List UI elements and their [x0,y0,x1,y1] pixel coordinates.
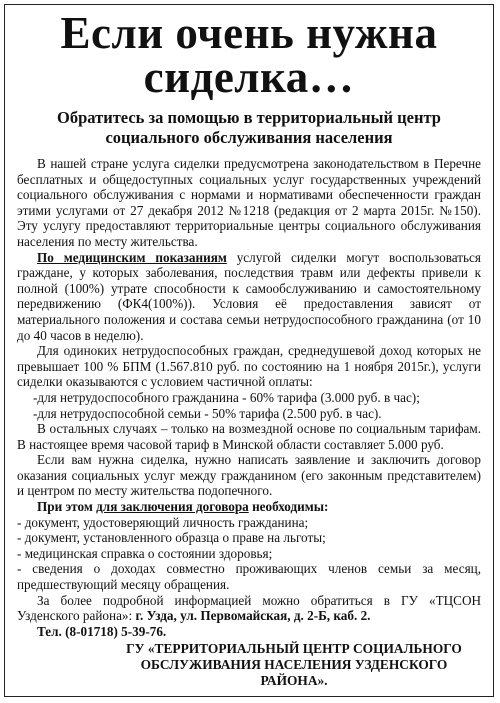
requirements-underlined: для заключения договора [96,499,249,515]
leaflet-page [4,4,494,697]
document-item: - документ, установленного образца о праве на льготы; [17,530,326,546]
contact-intro: За более подробной информацией можно обратиться в ГУ «ТЦСОН Узденского района»: [17,592,481,624]
subheading-line-1: Обратитесь за помощью в территориальный центр [57,108,441,127]
subheading-line-2: социального обслуживания населения [105,128,393,147]
paragraph-other-cases: В остальных случаях – только на возмездной основе по социальным тарифам. В настоящее время часовой тариф в Минской области составляет 5.000 руб. [17,421,481,452]
requirements-pre: При этом [37,499,97,515]
requirements-post: необходимы: [248,499,329,515]
paragraph-partial-payment: Для одиноких нетрудоспособных граждан, среднедушевой доход которых не превышает 100 % БПМ (1.567.810 руб. по состоянию на 1 ноября 2015г.), услуги сиделки оказываются с условием частичной оплаты: [17,343,481,390]
document-item: - сведения о доходах совместно проживающих членов семьи за месяц, предшествующий месяцу обращения. [17,561,481,593]
document-item: - медицинская справка о состоянии здоровья; [17,545,273,561]
contact-phone: Тел. (8-01718) 5-39-76. [37,623,167,639]
tariff-item-individual: -для нетрудоспособного гражданина - 60% тарифа (3.000 руб. в час); [33,389,420,405]
paragraph-legal-basis: В нашей стране услуга сиделки предусмотрена законодательством в Перечне бесплатных и общедоступных социальных услуг государственных учреждений социального обслуживания с нормами и нормативами обеспеченности граждан этими услугами от 27 декабря 2012 №1218 (редакция от 2 марта 2015г. №150). Эту услугу предоставляют территориальные центры социального обслуживания населения по месту жительства. [17,156,481,249]
headline [5,5,493,102]
body-text [5,148,493,688]
paragraph-medical-indications [17,250,481,344]
headline-line-2: сиделка… [143,52,355,102]
organization-line-1: ГУ «ТЕРРИТОРИАЛЬНЫЙ ЦЕНТР СОЦИАЛЬНОГО [126,641,462,657]
paragraph-contact-info [17,593,481,624]
medical-indications-label: По медицинским показаниям [37,249,227,265]
tariff-item-family: -для нетрудоспособной семьи - 50% тарифа (2.500 руб. в час). [33,405,382,421]
requirements-heading [17,499,481,515]
subheading [5,108,493,148]
document-item: - документ, удостоверяющий личность гражданина; [17,514,309,530]
organization-name [17,641,481,688]
headline-line-1: Если очень нужна [60,8,438,58]
contact-address: г. Узда, ул. Первомайская, д. 2-Б, каб. 2. [135,608,371,624]
paragraph-application: Если вам нужна сиделка, нужно написать заявление и заключить договор оказания социальных услуг между гражданином (его законным представителем) и центром по месту жительства подопечного. [17,452,481,499]
organization-line-2: ОБСЛУЖИВАНИЯ НАСЕЛЕНИЯ УЗДЕНСКОГО РАЙОНА». [140,657,448,688]
medical-indications-text: услугой сиделки могут воспользоваться граждане, у которых заболевания, последствия травм или дефекты привели к полной (100%) утрате способности к самообслуживанию и самостоятельному передвижению (ФК4(100%)). Условия её предоставления зависят от материального положения и состава семьи нетрудоспособного гражданина (от 10 до 40 часов в неделю). [17,249,481,343]
